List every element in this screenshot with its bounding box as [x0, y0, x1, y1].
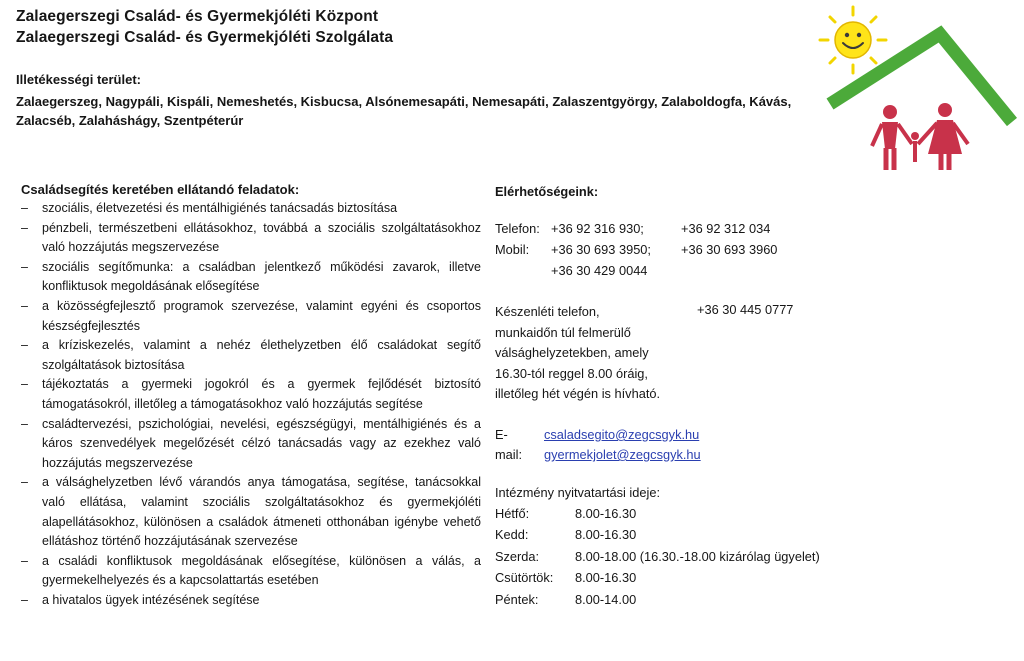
jurisdiction-towns: Zalaegerszeg, Nagypáli, Kispáli, Nemeshetés, Kisbucsa, Alsónemesapáti, Nemesapáti, Zalaszentgyörgy, Zalaboldogfa, Kávás, Zalacséb, Zalaháshágy, Szentpéterúr — [16, 94, 792, 128]
list-item: – a válsághelyzetben lévő várandós anya támogatása, segítése, tanácsokkal való ellátása, valamint szociális szolgáltatásokhoz és gyermekjóléti alapellátásokhoz, különösen a családok átmeneti otthonában igénybe vehető ellátáshoz történő hozzájutásának szervezése — [21, 473, 481, 551]
phone-label: Telefon: — [495, 221, 540, 236]
email-link-gyermekjolet[interactable]: gyermekjolet@zegcsgyk.hu — [544, 447, 701, 462]
email-label: E-mail: — [495, 427, 523, 462]
day-label: Kedd: — [495, 527, 529, 543]
hours-value: 8.00-16.30 — [575, 506, 637, 521]
emergency-note: Készenléti telefon, munkaidőn túl felmerülő válsághelyzetekben, amely 16.30-tól reggel 8.00 óráig, illetőleg hét végén is hívható. — [495, 304, 661, 401]
sun-icon — [820, 7, 886, 73]
hours-value: 8.00-16.30 — [575, 527, 637, 543]
day-label: Hétfő: — [495, 506, 530, 521]
emergency-phone-number: +36 30 445 0777 — [697, 302, 794, 317]
phone-number: +36 92 312 034 — [681, 221, 771, 236]
hours-value: 8.00-16.30 — [575, 570, 637, 586]
mobile-label: Mobil: — [495, 242, 530, 257]
hours-value: 8.00-14.00 — [575, 591, 637, 607]
list-item: – családtervezési, pszichológiai, nevelési, egészségügyi, mentálhigiénés és a káros szenvedélyek megelőzését célzó tanácsadás vagy az ezekhez való hozzájutás megszervezése — [21, 415, 481, 474]
opening-hours-heading: Intézmény nyitvatartási ideje: — [495, 485, 661, 500]
list-item: – szociális, életvezetési és mentálhigiénés tanácsadás biztosítása — [21, 199, 481, 219]
day-label: Csütörtök: — [495, 570, 554, 586]
day-label: Szerda: — [495, 548, 540, 564]
contacts-heading: Elérhetőségeink: — [495, 184, 599, 199]
list-item: – a kríziskezelés, valamint a nehéz élethelyzetben élő családokat segítő szolgáltatások biztosítása — [21, 336, 481, 375]
page-title: Zalaegerszegi Család- és Gyermekjóléti Központ — [16, 8, 379, 25]
jurisdiction-label: Illetékességi terület: — [16, 72, 141, 87]
mobile-number: +36 30 693 3960 — [681, 242, 778, 257]
list-item: – szociális segítőmunka: a családban jelentkező működési zavarok, illetve konfliktusok megoldásának elősegítése — [21, 258, 481, 297]
list-item: – tájékoztatás a gyermeki jogokról és a gyermek fejlődését biztosító támogatásokról, illetőleg a támogatásokhoz való hozzájutás segítése — [21, 375, 481, 414]
tasks-list — [21, 199, 481, 610]
phone-block — [495, 218, 845, 281]
tasks-heading: Családsegítés keretében ellátandó feladatok: — [21, 182, 300, 197]
page-subtitle: Zalaegerszegi Család- és Gyermekjóléti Szolgálata — [16, 29, 394, 46]
hours-value: 8.00-18.00 (16.30.-18.00 kizárólag ügyelet) — [575, 548, 820, 564]
list-item: – a közösségfejlesztő programok szervezése, valamint egyéni és csoportos készségfejlesztés — [21, 297, 481, 336]
email-link-csaladsegito[interactable]: csaladsegito@zegcsgyk.hu — [544, 427, 700, 442]
day-label: Péntek: — [495, 591, 539, 607]
list-item: – a hivatalos ügyek intézésének segítése — [21, 591, 481, 611]
list-item: – a családi konfliktusok megoldásának elősegítése, különösen a válás, a gyermekelhelyezés és a kapcsolattartás esetében — [21, 552, 481, 591]
mobile-number: +36 30 429 0044 — [551, 263, 648, 278]
list-item: – pénzbeli, természetbeni ellátásokhoz, továbbá a szociális szolgáltatásokhoz való hozzájutás megszervezése — [21, 219, 481, 258]
family-icon — [872, 103, 968, 170]
mobile-number: +36 30 693 3950; — [551, 242, 651, 257]
sun-house-family-logo — [812, 4, 1017, 174]
phone-number: +36 92 316 930; — [551, 221, 644, 236]
